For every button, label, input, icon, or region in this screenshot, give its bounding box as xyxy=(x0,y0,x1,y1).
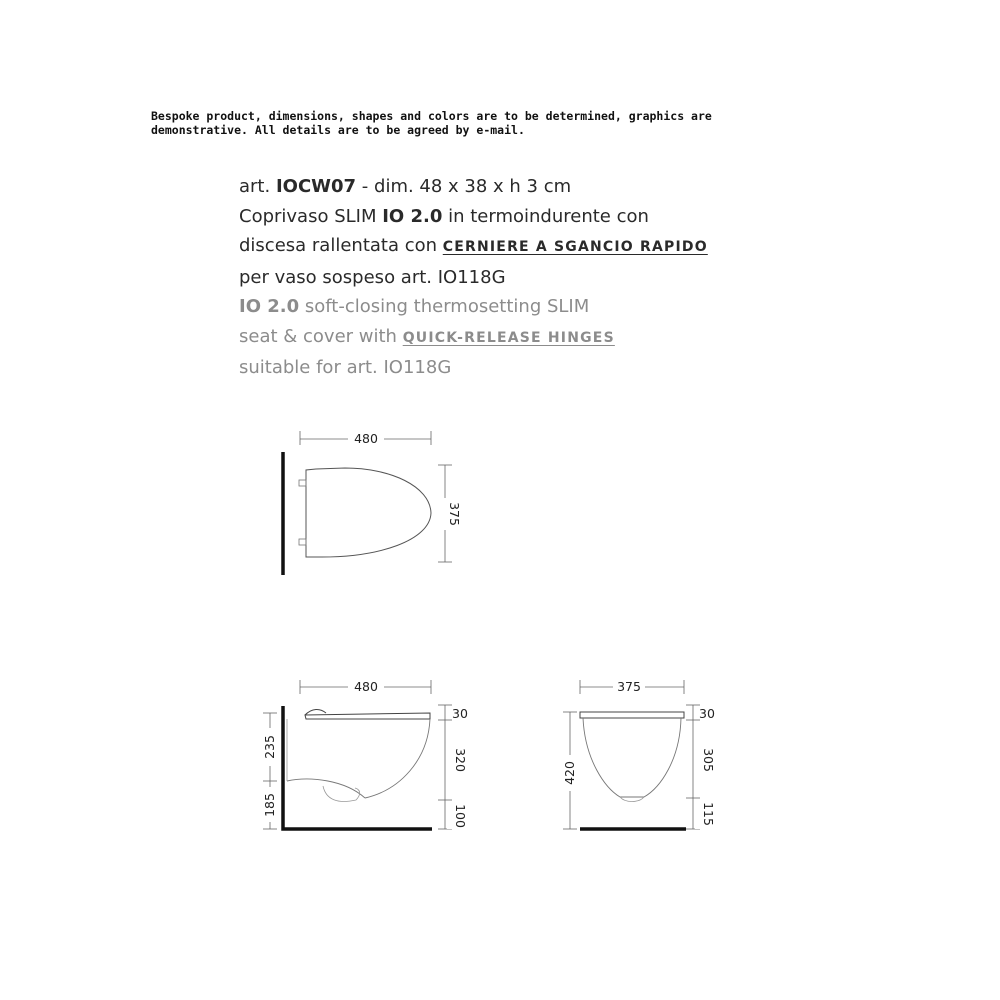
it-line-1a: Coprivaso SLIM xyxy=(239,205,383,227)
front-view-bowl xyxy=(583,718,681,797)
front-view-seat xyxy=(580,712,684,718)
side-view-left-lower-label: 185 xyxy=(262,793,277,817)
top-view-drawing xyxy=(283,431,462,575)
article-code: IOCW07 xyxy=(275,176,357,197)
it-line-1b: IO 2.0 xyxy=(382,205,443,227)
side-view-right-top-label: 30 xyxy=(452,706,468,721)
top-view-depth-label: 375 xyxy=(447,502,462,526)
side-view-left-upper-label: 235 xyxy=(262,735,277,759)
side-view-wall-floor xyxy=(283,706,432,829)
side-view-bowl-bottom xyxy=(287,779,365,798)
front-view-right-bottom-label: 115 xyxy=(701,802,716,826)
notice-line-2: demonstrative. All details are to be agreed by e-mail. xyxy=(151,123,525,137)
en-line-2a: seat & cover with xyxy=(239,325,403,347)
side-view-right-mid-label: 320 xyxy=(453,748,468,772)
article-prefix: art. xyxy=(239,176,271,197)
en-line-1a: IO 2.0 xyxy=(239,296,300,317)
side-view-drawing xyxy=(262,679,468,829)
top-view-width-label: 480 xyxy=(354,431,378,446)
side-view-outlet xyxy=(323,786,360,801)
front-view-left-total-label: 420 xyxy=(562,761,577,785)
side-view-seat xyxy=(305,713,430,719)
en-line-1b: soft-closing thermosetting SLIM xyxy=(299,296,590,317)
en-hinges-caps: QUICK-RELEASE HINGES xyxy=(402,329,615,346)
it-line-1c: in termoindurente con xyxy=(442,205,649,227)
top-view-hinge-upper xyxy=(299,480,306,486)
side-view-width-label: 480 xyxy=(354,679,378,694)
front-view-drawing xyxy=(562,679,716,829)
side-view-bowl-front xyxy=(365,719,430,798)
spec-it-line-3: per vaso sospeso art. IO118G xyxy=(239,266,506,288)
side-view-right-bottom-label: 100 xyxy=(453,804,468,828)
front-view-right-top-label: 30 xyxy=(699,706,715,721)
dimension-text: - dim. 48 x 38 x h 3 cm xyxy=(356,176,572,197)
front-view-right-mid-label: 305 xyxy=(701,748,716,772)
notice-line-1: Bespoke product, dimensions, shapes and colors are to be determined, graphics are xyxy=(151,109,712,123)
top-view-hinge-lower xyxy=(299,539,306,545)
it-hinges-caps: CERNIERE A SGANCIO RAPIDO xyxy=(442,239,708,255)
it-line-2a: discesa rallentata con xyxy=(239,235,443,256)
spec-en-line-3: suitable for art. IO118G xyxy=(239,357,452,378)
front-view-width-label: 375 xyxy=(617,679,641,694)
top-view-seat-outline xyxy=(306,468,431,557)
